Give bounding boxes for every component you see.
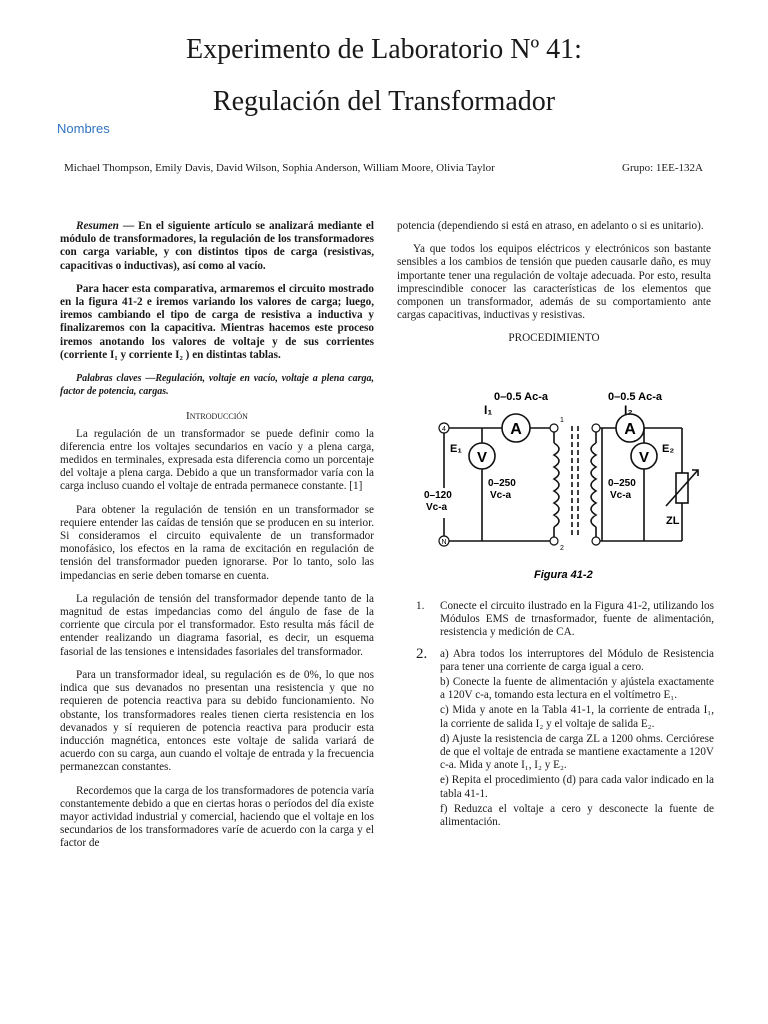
step-1-number: 1. xyxy=(416,600,425,612)
step-2-body xyxy=(440,648,714,832)
abstract-label: Resumen xyxy=(76,220,119,232)
authors-line: Michael Thompson, Emily Davis, David Wilson, Sophia Anderson, William Moore, Olivia Taylor xyxy=(64,162,495,174)
terminal-2-icon xyxy=(550,537,558,545)
terminal-5-icon xyxy=(592,537,600,545)
step-2a: a) Abra todos los interruptores del Módulo de Resistencia para tener una corriente de carga igual a cero. xyxy=(440,647,714,673)
voltmeter-2-label: V xyxy=(638,449,650,466)
page-title: Experimento de Laboratorio Nº 41: xyxy=(186,34,582,65)
intro-heading: Introducción xyxy=(186,410,248,423)
ammeter-2-icon xyxy=(616,414,644,442)
ammeter-2-range: 0–0.5 Ac-a xyxy=(608,391,663,403)
intro-paragraph-1: La regulación de un transformador se puede definir como la diferencia entre los voltajes secundarios en vacío y a plena carga, medidos en terminales, expresada esta diferencia como un porcentaje del voltaje a plena carga. Debido a que un transformador varía con la carga incluso cuando el voltaje de entrada permanece constante. [1] xyxy=(60,427,374,493)
terminal-n-label: N xyxy=(441,539,447,546)
left-column xyxy=(60,220,374,861)
vin-range: 0–120 xyxy=(424,490,452,501)
keywords xyxy=(60,372,374,398)
keywords-text: —Regulación, voltaje en vacío, voltaje a plena carga, factor de potencia, cargas. xyxy=(60,373,374,398)
keywords-label: Palabras claves xyxy=(76,373,142,385)
vout-unit: Vc-a xyxy=(490,490,512,501)
intro-paragraph-4: Para un transformador ideal, su regulación es de 0%, lo que nos indica que sus devanados no presentan una resistencia y que no requieren de potencia reactiva para su debido funcionamiento. No obstante, los transformadores reales tienen cierta resistencia en los devanados y sí requieren de potencia reactiva para producir esta inducción magnética, entonces este voltaje de salida variará de acuerdo con su carga, aun cuando el voltaje de entrada y la frecuencia permanezcan constantes. xyxy=(60,668,374,774)
circuit-diagram xyxy=(404,388,714,588)
terminal-2-label: 2 xyxy=(560,545,564,552)
terminal-3-icon xyxy=(592,424,600,432)
intro-paragraph-5: Recordemos que la carga de los transformadores de potencia varía constantemente debido a que en ciertas horas o períodos del día existe mayor actividad industrial y comercial, haciendo que el voltaje en los secundarios de los transformadores varíe de acuerdo con la carga y el factor de xyxy=(60,784,374,850)
ammeter-1-label: A xyxy=(510,421,522,438)
voltmeter-1-label: V xyxy=(476,449,488,466)
step-2f: f) Reduzca el voltaje a cero y desconecte la fuente de alimentación. xyxy=(440,802,714,829)
current-i2-label: I₂ xyxy=(624,403,633,417)
step-2 xyxy=(416,645,714,832)
abstract xyxy=(60,220,374,273)
voltage-e1-label: E₁ xyxy=(450,443,462,455)
voltmeter-1-icon xyxy=(469,443,495,469)
terminal-1-icon xyxy=(550,424,558,432)
group-label: Grupo: 1EE-132A xyxy=(622,162,703,174)
intro-paragraph-3: La regulación de tensión del transformador depende tanto de la magnitud de estas impedancias como del ángulo de fase de la corriente que circula por el transformador. Esto resulta más fácil de entender realizando un diagrama fasorial, es decir, un esquema fasorial de las tensiones e intensidades fasoriales del transformador. xyxy=(60,592,374,658)
abstract-text: — En el siguiente artículo se analizará mediante el módulo de transformadores, la regulación de los transformadores con carga variable, y con distintos tipos de carga (resistivas, capacitivas o inductivas), así como al vacío. xyxy=(60,220,374,272)
step-2c: c) Mida y anote en la Tabla 41-1, la corriente de entrada I₁, la corriente de salida I₂ y el voltaje de salida E₂. xyxy=(440,704,714,730)
vout-range: 0–250 xyxy=(488,478,516,489)
terminal-4-label: 4 xyxy=(442,426,446,433)
ammeter-2-label: A xyxy=(624,421,636,438)
step-2b: b) Conecte la fuente de alimentación y ajústela exactamente a 120V c-a, tomando esta lectura en el voltímetro E₁. xyxy=(440,676,714,702)
names-label: Nombres xyxy=(57,121,110,136)
vsec-range: 0–250 xyxy=(608,478,636,489)
vin-unit: Vc-a xyxy=(426,502,448,513)
voltmeter-2-icon xyxy=(631,443,657,469)
step-2d: d) Ajuste la resistencia de carga ZL a 1200 ohms. Cerciórese de que el voltaje de entrada se mantiene exactamente a 120V c-a. Mida y anote I₁, I₂ y E₂. xyxy=(440,732,714,772)
ammeter-1-range: 0–0.5 Ac-a xyxy=(494,391,549,403)
right-paragraph-2: Ya que todos los equipos eléctricos y electrónicos son bastante sensibles a los cambios de tensión que pueden causarle daño, es muy importante tener una regulación de voltaje adecuada. Por esto, resulta imprescindible conocer las características de los elementos que componen un transformador, además de su comportamiento ante cargas capacitivas, inductivas y resistivas. xyxy=(397,243,711,322)
abstract-paragraph-2: Para hacer esta comparativa, armaremos el circuito mostrado en la figura 41-2 e iremos variando los valores de carga; luego, iremos cambiando el tipo de carga de resistiva a inductiva y finalizaremos con la capacitiva. Mientras hacemos este proceso iremos anotando los valores de voltaje y de sus corrientes (corriente I₁ y corriente I₂ ) en distintas tablas. xyxy=(60,282,374,361)
page-subtitle: Regulación del Transformador xyxy=(212,86,556,117)
current-i1-label: I₁ xyxy=(484,403,493,417)
intro-paragraph-2: Para obtener la regulación de tensión en un transformador se requiere entender las caídas de tensión que se producen en su interior. Si consideramos el circuito equivalente de un transformador monofásico, los efectos en la rama de excitación en regulación de tensión del transformador pueden ignorarse. Por lo tanto, solo las impedancias en serie deben tomarse en cuenta. xyxy=(60,503,374,582)
figure-caption: Figura 41-2 xyxy=(534,569,593,581)
load-zl-label: ZL xyxy=(666,515,680,527)
step-1 xyxy=(416,600,714,640)
step-2e: e) Repita el procedimiento (d) para cada valor indicado en la tabla 41-1. xyxy=(440,774,714,800)
step-1-text: Conecte el circuito ilustrado en la Figura 41-2, utilizando los Módulos EMS de trnasformador, fuente de alimentación, resistencia y medición de CA. xyxy=(440,600,714,639)
procedure-steps xyxy=(416,600,714,839)
voltage-e2-label: E₂ xyxy=(662,443,675,455)
terminal-1-label: 1 xyxy=(560,417,564,424)
procedure-heading: PROCEDIMIENTO xyxy=(508,332,600,345)
right-column xyxy=(397,220,711,352)
circuit-figure xyxy=(404,388,714,588)
ammeter-1-icon xyxy=(502,414,530,442)
right-paragraph-1: potencia (dependiendo si está en atraso, en adelanto o si es unitario). xyxy=(397,220,704,232)
step-2-number: 2. xyxy=(416,645,428,662)
vsec-unit: Vc-a xyxy=(610,490,632,501)
